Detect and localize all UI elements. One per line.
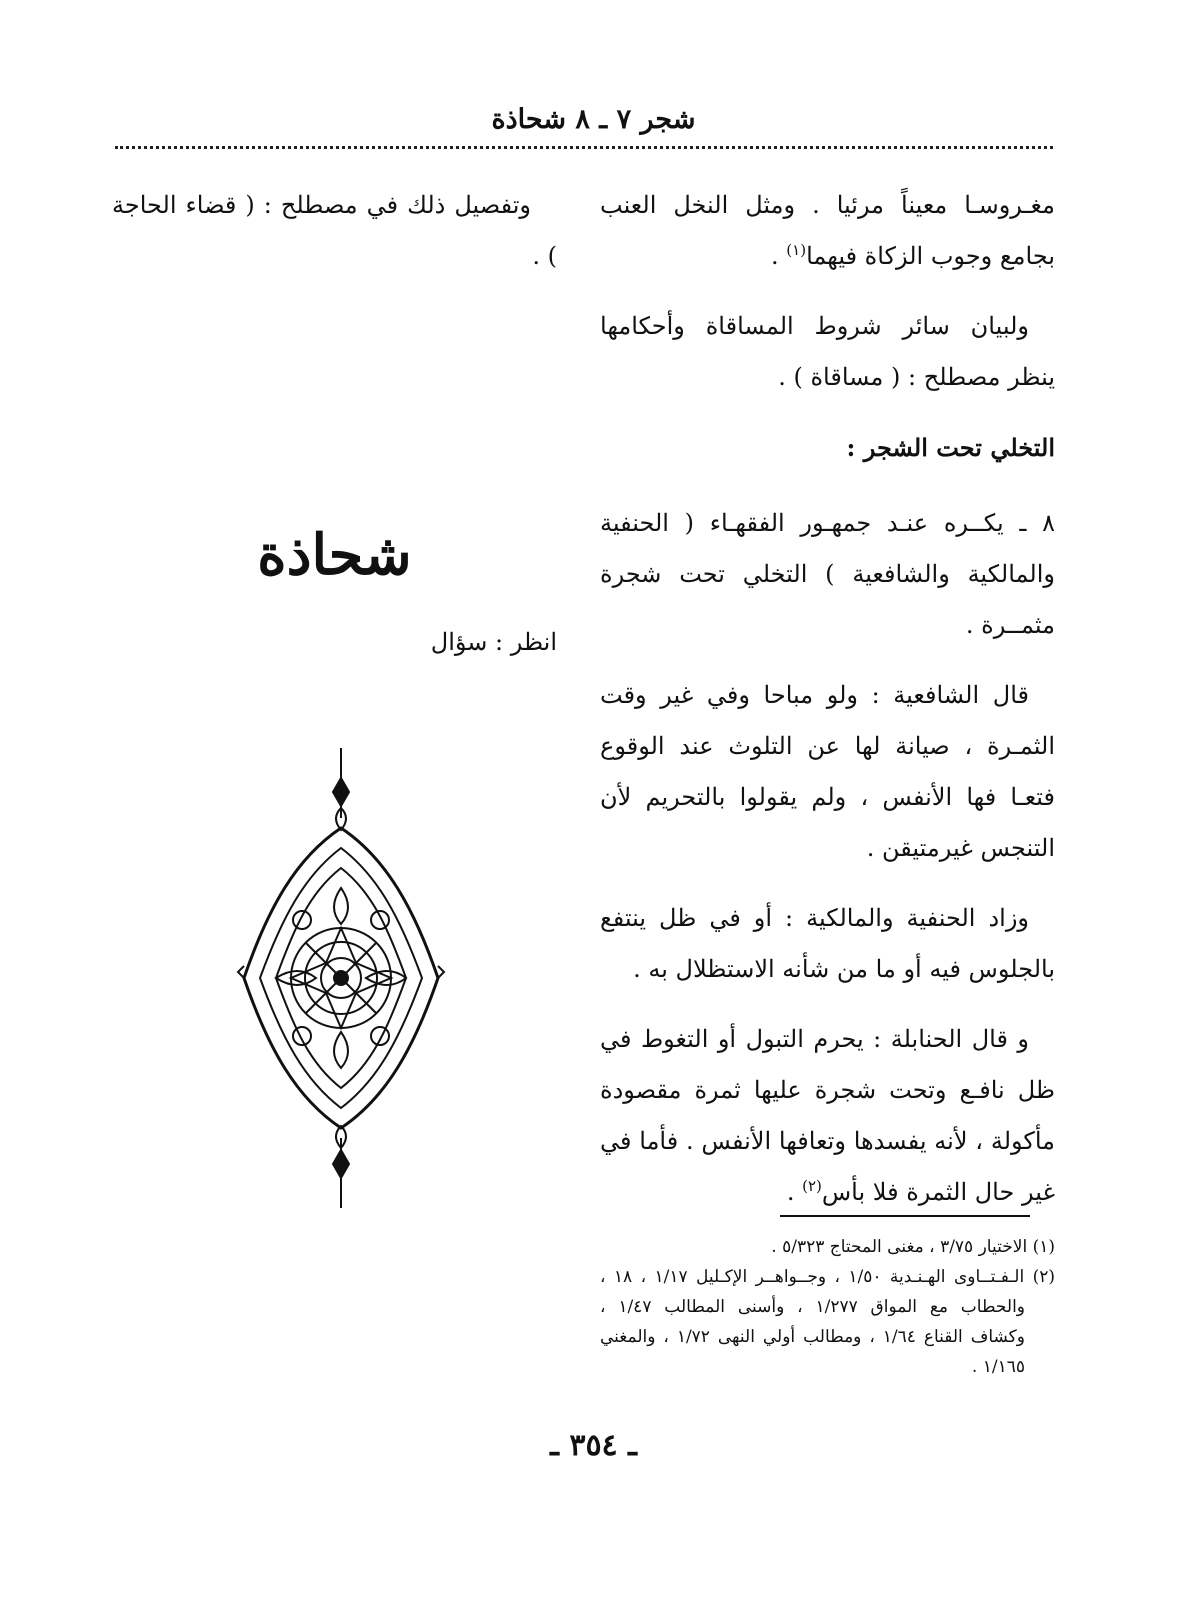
left-paragraph-1: وتفصيل ذلك في مصطلح : ( قضاء الحاجة ) . <box>112 191 557 270</box>
paragraph-1-end: . <box>771 242 787 270</box>
paragraph-6 <box>600 1014 1055 1218</box>
paragraph-6-end: . <box>786 1178 803 1206</box>
see-also-reference[interactable]: انظر : سؤال <box>430 628 557 656</box>
paragraph-4: قال الشافعية : ولو مباحا وفي غير وقت الثمـرة ، صيانة لها عن التلوث عند الوقوع فتعـا فها الأنفس ، ولم يقولوا بالتحريم لأن التنجس غيرمتيقن . <box>600 681 1055 862</box>
header-dotted-rule <box>115 146 1053 149</box>
footnote-2: (٢) الـفـتــاوى الهـنـدية ١/٥٠ ، وجــواهــر الإكـليل ١/١٧ ، ١٨ ، والحطاب مع المواق ١/٢٧٧ ، وأسنى المطالب ١/٤٧ ، وكشاف القناع ١/٦٤ ، ومطالب أولي النهى ١/٧٢ ، والمغني ١/١٦٥ . <box>600 1267 1056 1377</box>
paragraph-1-text: مغـروسـا معيناً مرئيا . ومثل النخل العنب بجامع وجوب الزكاة فيهما <box>600 191 1055 270</box>
footnote-ref-1[interactable]: (١) <box>786 241 807 259</box>
paragraph-6-text: و قال الحنابلة : يحرم التبول أو التغوط في ظل نافـع وتحت شجرة عليها ثمرة مقصودة مأكولة ، لأنه يفسدها وتعافها الأنفس . فأما في غير حال الثمرة فلا بأس <box>600 1025 1055 1206</box>
arabesque-ornament-icon <box>236 748 446 1208</box>
paragraph-1 <box>600 180 1055 282</box>
page-number: ـ ٣٥٤ ـ <box>550 1428 637 1463</box>
running-head: شجر ٧ ـ ٨ شحاذة <box>491 104 696 135</box>
section-subheading: التخلي تحت الشجر : <box>846 433 1055 462</box>
footnotes <box>600 1232 1055 1382</box>
paragraph-2: ولبيان سائر شروط المساقاة وأحكامها ينظر مصطلح : ( مساقاة ) . <box>600 312 1055 391</box>
paragraph-5: وزاد الحنفية والمالكية : أو في ظل ينتفع بالجلوس فيه أو ما من شأنه الاستظلال به . <box>600 904 1055 983</box>
footnote-1: (١) الاختيار ٣/٧٥ ، مغنى المحتاج ٥/٣٢٣ . <box>771 1237 1055 1257</box>
footnote-rule <box>780 1215 1030 1217</box>
paragraph-3: ٨ ـ يكــره عنـد جمهـور الفقهـاء ( الحنفية والمالكية والشافعية ) التخلي تحت شجرة مثمــرة . <box>600 509 1055 639</box>
left-column <box>112 180 557 301</box>
entry-title: شحاذة <box>257 522 412 588</box>
right-column <box>600 180 1055 1237</box>
footnote-ref-2[interactable]: (٢) <box>802 1177 822 1195</box>
